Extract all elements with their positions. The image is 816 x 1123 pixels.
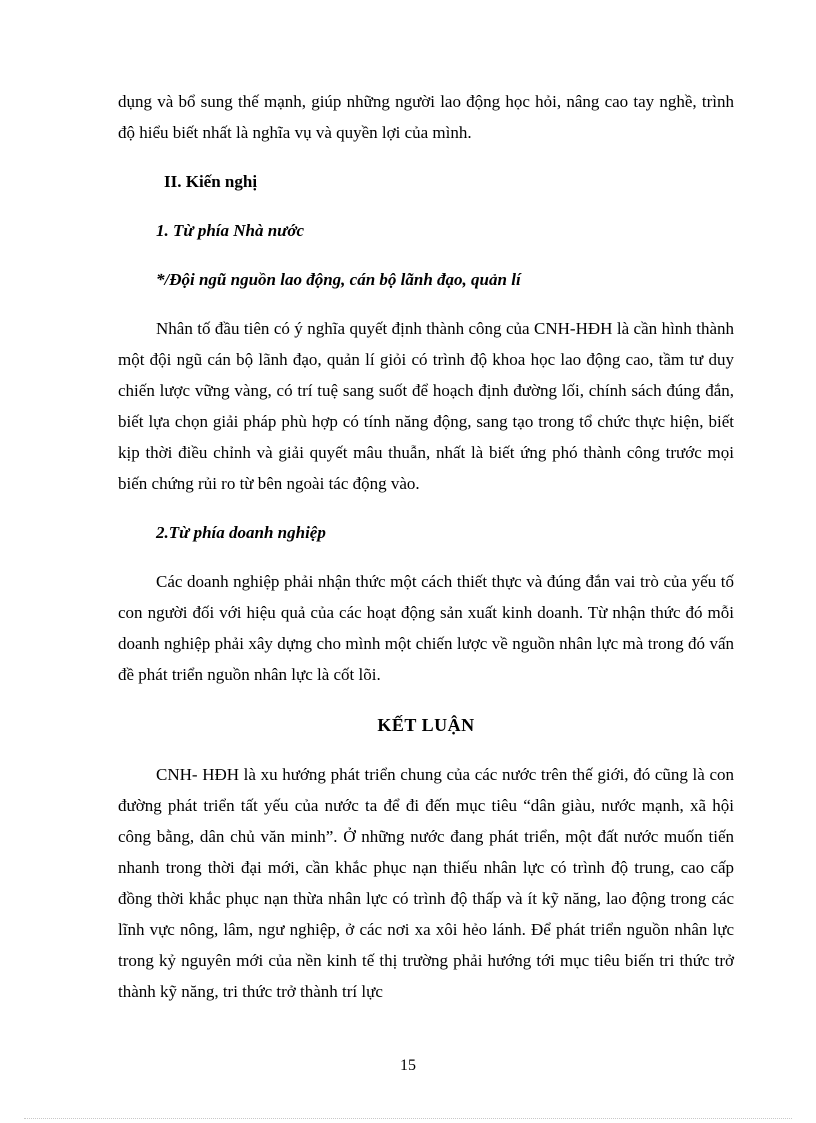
conclusion-title: KẾT LUẬN [377, 715, 475, 735]
paragraph-enterprise: Các doanh nghiệp phải nhận thức một cách thiết thực và đúng đắn vai trò của yếu tố con người đối với hiệu quả của các hoạt động sản xuất kinh doanh. Từ nhận thức đó mỗi doanh nghiệp phải xây dựng cho mình một chiến lược về nguồn nhân lực mà trong đó vấn đề phát triển nguồn nhân lực là cốt lõi. [118, 572, 734, 684]
paragraph-leadership-factor: Nhân tố đầu tiên có ý nghĩa quyết định thành công của CNH-HĐH là cần hình thành một đội ngũ cán bộ lãnh đạo, quản lí giỏi có trình độ khoa học lao động cao, tầm tư duy chiến lược vững vàng, có trí tuệ sang suốt để hoạch định đường lối, chính sách đúng đắn, biết lựa chọn giải pháp phù hợp có tính năng động, sang tạo trong tổ chức thực hiện, biết kịp thời điều chỉnh và giải quyết mâu thuẫn, nhất là biết ứng phó thành công trước mọi biến chứng rủi ro từ bên ngoài tác động vào. [118, 319, 734, 493]
subsection-heading-state: 1. Từ phía Nhà nước [156, 221, 305, 240]
page-number: 15 [400, 1057, 416, 1074]
page-content [118, 86, 734, 1007]
page-bottom-divider [24, 1118, 792, 1119]
paragraph-conclusion: CNH- HĐH là xu hướng phát triển chung của các nước trên thế giới, đó cũng là con đường phát triển tất yếu của nước ta để đi đến mục tiêu “dân giàu, nước mạnh, xã hội công bằng, dân chủ văn minh”. Ở những nước đang phát triển, một đất nước muốn tiến nhanh trong thời đại mới, cần khắc phục nạn thiếu nhân lực có trình độ trung, cao cấp đồng thời khắc phục nạn thừa nhân lực có trình độ thấp và ít kỹ năng, lao động trong các lĩnh vực nông, lâm, ngư nghiệp, ở các nơi xa xôi hẻo lánh. Để phát triển nguồn nhân lực trong kỷ nguyên mới của nền kinh tế thị trường phải hướng tới mục tiêu biến tri thức trở thành kỹ năng, tri thức trở thành trí lực [118, 765, 734, 1001]
subsection-heading-enterprise: 2.Từ phía doanh nghiệp [156, 523, 326, 542]
subsection-heading-workforce: */Đội ngũ nguồn lao động, cán bộ lãnh đạo, quản lí [156, 270, 521, 289]
section-heading-recommendations: II. Kiến nghị [164, 172, 258, 191]
paragraph-continuation: dụng và bổ sung thế mạnh, giúp những người lao động học hỏi, nâng cao tay nghề, trình độ hiểu biết nhất là nghĩa vụ và quyền lợi của mình. [118, 92, 734, 142]
